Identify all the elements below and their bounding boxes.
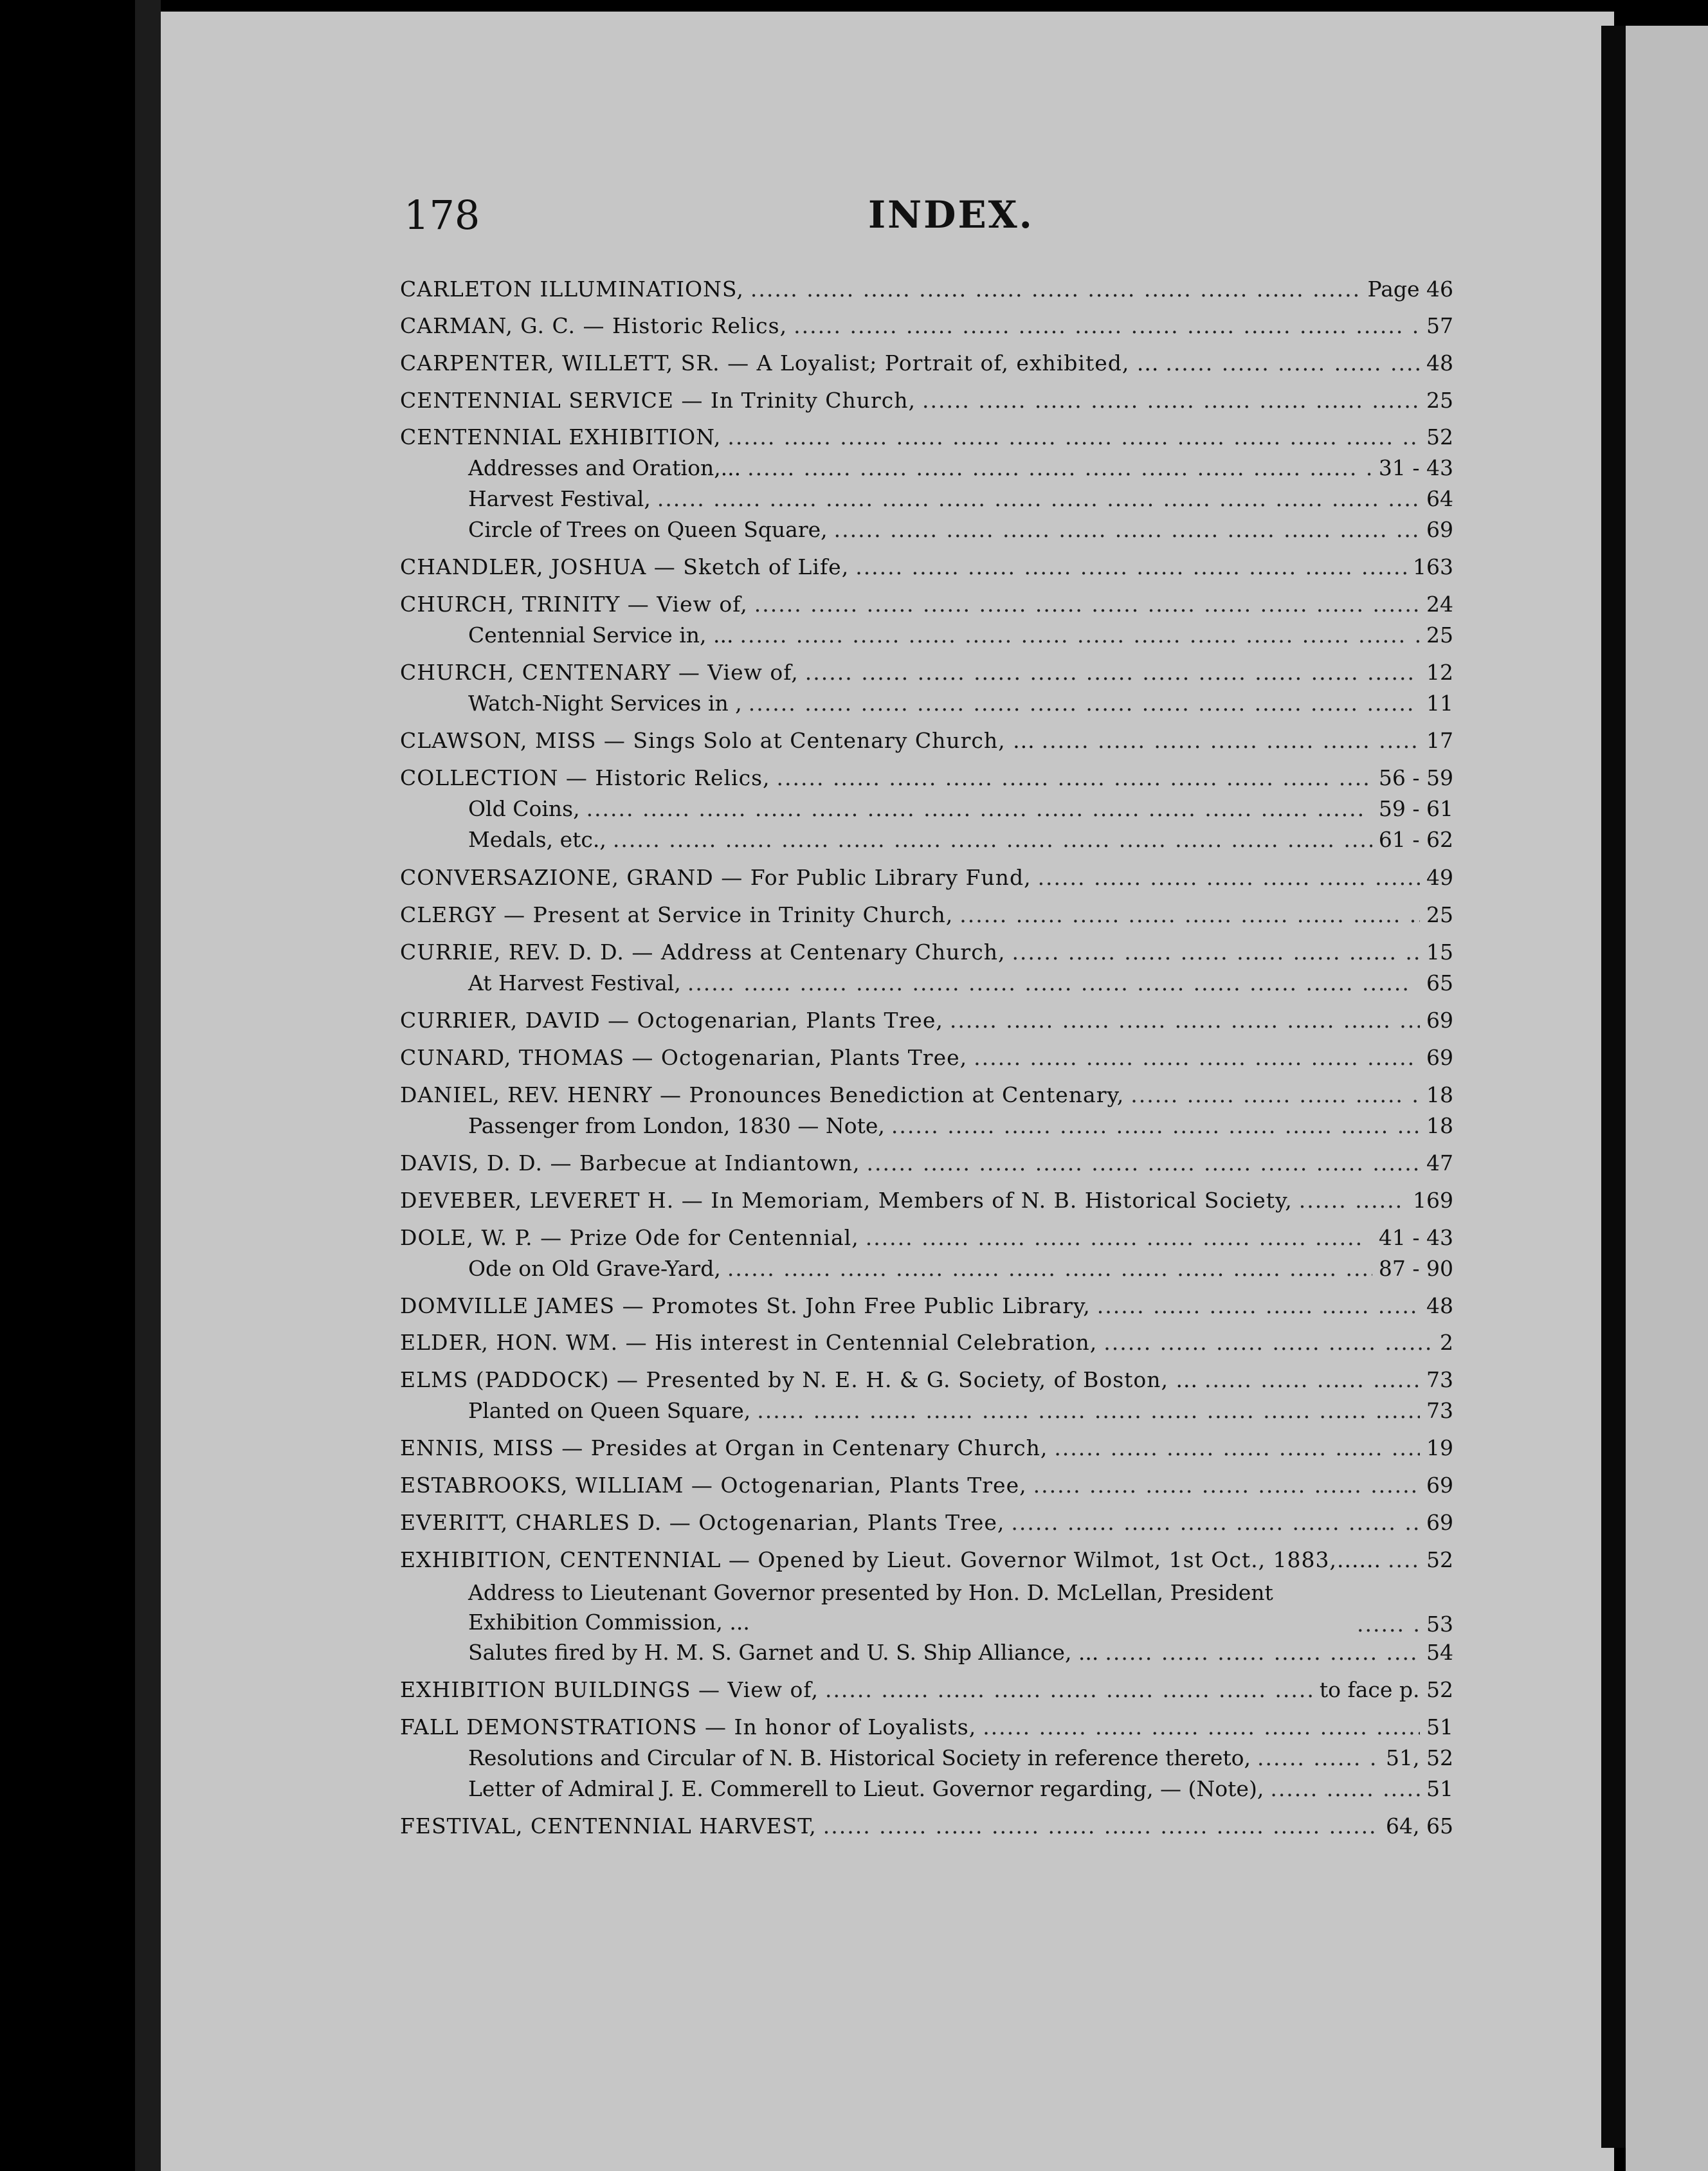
leader-dots [586, 796, 1372, 822]
index-entry [400, 660, 1453, 686]
leader-dots [1388, 1547, 1420, 1573]
index-entry [468, 1640, 1453, 1666]
index-entry-text: Centennial Service in, ... [468, 622, 734, 648]
index-entry [400, 1082, 1453, 1108]
index-entry [400, 865, 1453, 891]
index-entry [400, 1045, 1453, 1071]
leader-dots [855, 554, 1406, 580]
index-entry-text: Ode on Old Grave-Yard, [468, 1256, 721, 1281]
index-entry-text: At Harvest Festival, [468, 970, 681, 995]
index-entry-text: Watch-Night Services in , [468, 691, 742, 716]
index-entry [400, 1677, 1453, 1703]
index-entry-page: 49 [1426, 865, 1453, 890]
leader-dots [747, 455, 1372, 481]
index-entry [400, 554, 1453, 580]
index-entry-text: FESTIVAL, CENTENNIAL HARVEST, [400, 1813, 817, 1839]
index-entry-text: ENNIS, MISS — Presides at Organ in Centenary Church, [400, 1435, 1048, 1460]
leader-dots [1042, 728, 1420, 754]
index-entry [400, 1473, 1453, 1498]
index-entry [400, 1714, 1453, 1740]
index-entry-text: CHURCH, TRINITY — View of, [400, 592, 748, 617]
index-entry-text: DAVIS, D. D. — Barbecue at Indiantown, [400, 1150, 860, 1176]
index-entry-page: 52 [1426, 1547, 1453, 1572]
leader-dots [891, 1113, 1420, 1139]
index-entry [400, 592, 1453, 617]
index-entry-text: CONVERSAZIONE, GRAND — For Public Library Fund, [400, 865, 1031, 890]
index-entry [400, 1293, 1453, 1319]
index-entry-text: CLERGY — Present at Service in Trinity Church, [400, 902, 954, 927]
index-entry [400, 1510, 1453, 1536]
index-entry-page: 69 [1426, 1473, 1453, 1498]
index-entry-text: Harvest Festival, [468, 486, 651, 511]
leader-dots [1038, 865, 1420, 891]
index-entry-text: EXHIBITION BUILDINGS — View of, [400, 1677, 819, 1702]
leader-dots [834, 517, 1420, 543]
index-entry-page: Page 46 [1367, 277, 1453, 302]
index-entry [400, 728, 1453, 754]
index-entry-page: 17 [1426, 728, 1453, 753]
index-entry-page: 48 [1426, 350, 1453, 376]
leader-dots [727, 424, 1420, 450]
index-entry-page: 57 [1426, 313, 1453, 338]
leader-dots [613, 827, 1372, 853]
index-entry [400, 388, 1453, 413]
index-entry [400, 1008, 1453, 1033]
index-entry [400, 1188, 1453, 1213]
leader-dots [974, 1045, 1420, 1071]
index-entry-text: Salutes fired by H. M. S. Garnet and U. S. Ship Alliance, ... [468, 1640, 1099, 1665]
index-entry-page: 51, 52 [1386, 1745, 1453, 1770]
leader-dots [749, 691, 1420, 716]
leader-dots [1033, 1473, 1420, 1498]
index-entry-text: ELMS (PADDOCK) — Presented by N. E. H. & G. Society, of Boston, ... [400, 1367, 1198, 1392]
index-entry [468, 486, 1453, 512]
index-entry [468, 1745, 1453, 1771]
index-entry-page: 51 [1426, 1714, 1453, 1740]
index-entry-page: 25 [1426, 388, 1453, 413]
index-entry-page: 51 [1426, 1776, 1453, 1801]
index-entry [468, 1578, 1453, 1637]
index-entry-page: 53 [1426, 1612, 1453, 1637]
leader-dots [805, 660, 1420, 686]
index-entry-page: 69 [1426, 1008, 1453, 1033]
leader-dots [1299, 1188, 1406, 1213]
leader-dots [959, 902, 1420, 928]
leader-dots [1165, 350, 1420, 376]
index-entry-text: COLLECTION — Historic Relics, [400, 765, 770, 790]
index-entry [400, 1330, 1453, 1356]
index-entry-text: CLAWSON, MISS — Sings Solo at Centenary Church, ... [400, 728, 1035, 753]
leader-dots [1097, 1293, 1420, 1319]
leader-dots [922, 388, 1420, 413]
index-entry-page: 47 [1426, 1150, 1453, 1176]
index-entry [400, 765, 1453, 791]
index-entry-page: 18 [1426, 1082, 1453, 1107]
page-number: 178 [404, 192, 480, 239]
index-entry-text: Resolutions and Circular of N. B. Historical Society in reference thereto, [468, 1745, 1251, 1770]
index-entry-page: 61 - 62 [1378, 827, 1453, 852]
index-entry-text: CUNARD, THOMAS — Octogenarian, Plants Tree, [400, 1045, 968, 1070]
leader-dots [750, 277, 1361, 302]
index-entry-page: 64, 65 [1386, 1813, 1453, 1839]
index-entry [400, 1150, 1453, 1176]
index-entry [400, 313, 1453, 339]
leader-dots [983, 1714, 1420, 1740]
leader-dots [866, 1150, 1420, 1176]
leader-dots [866, 1225, 1372, 1251]
index-entry [400, 940, 1453, 965]
leader-dots [825, 1677, 1313, 1703]
index-entry-page: 65 [1426, 970, 1453, 995]
index-entry [400, 1225, 1453, 1251]
index-entry-page: 73 [1426, 1367, 1453, 1392]
leader-dots [1131, 1082, 1420, 1108]
index-entry-text: CARLETON ILLUMINATIONS, [400, 277, 744, 302]
index-entry-page: to face p. 52 [1319, 1677, 1453, 1702]
leader-dots [1012, 940, 1420, 965]
index-entry-text: DOMVILLE JAMES — Promotes St. John Free Public Library, [400, 1293, 1091, 1318]
index-entry-text: Letter of Admiral J. E. Commerell to Lieut. Governor regarding, — (Note), [468, 1776, 1264, 1801]
index-entry [468, 455, 1453, 481]
index-entry-text: CARMAN, G. C. — Historic Relics, [400, 313, 788, 338]
index-entry [468, 1398, 1453, 1424]
index-entry-page: 169 [1413, 1188, 1453, 1213]
index-entry-page: 24 [1426, 592, 1453, 617]
leader-dots [1204, 1367, 1420, 1393]
index-entry [400, 1547, 1453, 1573]
index-entry-text: EVERITT, CHARLES D. — Octogenarian, Plants Tree, [400, 1510, 1005, 1535]
index-entry-text: CHANDLER, JOSHUA — Sketch of Life, [400, 554, 849, 579]
index-entry-page: 69 [1426, 1045, 1453, 1070]
index-entry-text: CURRIER, DAVID — Octogenarian, Plants Tree, [400, 1008, 943, 1033]
index-entry [400, 902, 1453, 928]
leader-dots [1105, 1640, 1420, 1666]
index-entry-text: Old Coins, [468, 796, 580, 821]
leader-dots [754, 592, 1420, 617]
index-entry [400, 277, 1453, 302]
index-entry-page: 12 [1426, 660, 1453, 685]
leader-dots [777, 765, 1372, 791]
leader-dots [687, 970, 1420, 996]
index-entry-text: FALL DEMONSTRATIONS — In honor of Loyalists, [400, 1714, 977, 1740]
index-entry-text: CENTENNIAL EXHIBITION, [400, 424, 722, 450]
index-entry-page: 31 - 43 [1378, 455, 1453, 480]
index-entry-page: 25 [1426, 902, 1453, 927]
index-entry [400, 1435, 1453, 1461]
index-entry-page: 69 [1426, 517, 1453, 542]
index-entry-page: 15 [1426, 940, 1453, 965]
index-entry-page: 56 - 59 [1378, 765, 1453, 790]
leader-dots [740, 622, 1420, 648]
leader-dots [1357, 1612, 1420, 1637]
index-entry [468, 622, 1453, 648]
leader-dots [950, 1008, 1420, 1033]
index-entry-text: Circle of Trees on Queen Square, [468, 517, 828, 542]
index-entry [468, 1113, 1453, 1139]
index-entry [468, 517, 1453, 543]
index-entry-page: 41 - 43 [1378, 1225, 1453, 1250]
leader-dots [1270, 1776, 1420, 1802]
leader-dots [1054, 1435, 1420, 1461]
index-entry-text: Passenger from London, 1830 — Note, [468, 1113, 885, 1138]
leader-dots [1257, 1745, 1379, 1771]
index-entry-page: 64 [1426, 486, 1453, 511]
index-entry-text: CENTENNIAL SERVICE — In Trinity Church, [400, 388, 916, 413]
index-entry-text: Addresses and Oration,... [468, 455, 741, 480]
index-entry-page: 52 [1426, 424, 1453, 450]
index-entry-text: DEVEBER, LEVERET H. — In Memoriam, Members of N. B. Historical Society, [400, 1188, 1293, 1213]
index-entry [468, 796, 1453, 822]
index-entry [468, 691, 1453, 716]
index-entry-page: 11 [1426, 691, 1453, 716]
index-entry-text: Address to Lieutenant Governor presented by Hon. D. McLellan, President Exhibition Commission, ... [468, 1580, 1273, 1635]
leader-dots [657, 486, 1420, 512]
page-title: INDEX. [868, 193, 1034, 237]
leader-dots [794, 313, 1420, 339]
index-entry-text: CHURCH, CENTENARY — View of, [400, 660, 799, 685]
index-entry-page: 19 [1426, 1435, 1453, 1460]
index-entry [468, 1776, 1453, 1802]
index-entry-page: 59 - 61 [1378, 796, 1453, 821]
index-entry [400, 350, 1453, 376]
index-entry-text: CURRIE, REV. D. D. — Address at Centenary Church, [400, 940, 1006, 965]
index-entry [468, 1256, 1453, 1282]
leader-dots [727, 1256, 1372, 1282]
index-entry-page: 2 [1440, 1330, 1453, 1355]
leader-dots [1104, 1330, 1433, 1356]
index-entry [468, 970, 1453, 996]
index-entry-text: Planted on Queen Square, [468, 1398, 751, 1423]
index-entry-page: 54 [1426, 1640, 1453, 1665]
index-entry-page: 73 [1426, 1398, 1453, 1423]
index-entry-text: ELDER, HON. WM. — His interest in Centennial Celebration, [400, 1330, 1098, 1355]
index-entry-page: 87 - 90 [1378, 1256, 1453, 1281]
index-entry-page: 18 [1426, 1113, 1453, 1138]
index-entry [468, 827, 1453, 853]
index-entry [400, 424, 1453, 450]
index-entry-page: 163 [1413, 554, 1453, 579]
index-entry-text: DOLE, W. P. — Prize Ode for Centennial, [400, 1225, 859, 1250]
leader-dots [823, 1813, 1379, 1839]
index-entry-text: CARPENTER, WILLETT, SR. — A Loyalist; Portrait of, exhibited, ... [400, 350, 1159, 376]
index-entry-text: Medals, etc., [468, 827, 606, 852]
index-entry-page: 25 [1426, 622, 1453, 648]
leader-dots [1011, 1510, 1420, 1536]
index-entry [400, 1367, 1453, 1393]
index-entry-text: EXHIBITION, CENTENNIAL — Opened by Lieut. Governor Wilmot, 1st Oct., 1883,...... [400, 1547, 1381, 1572]
index-entry-text: ESTABROOKS, WILLIAM — Octogenarian, Plants Tree, [400, 1473, 1027, 1498]
index-entry-page: 69 [1426, 1510, 1453, 1535]
index-entry [400, 1813, 1453, 1839]
index-entry-page: 48 [1426, 1293, 1453, 1318]
index-entry-text: DANIEL, REV. HENRY — Pronounces Benediction at Centenary, [400, 1082, 1125, 1107]
leader-dots [757, 1398, 1420, 1424]
